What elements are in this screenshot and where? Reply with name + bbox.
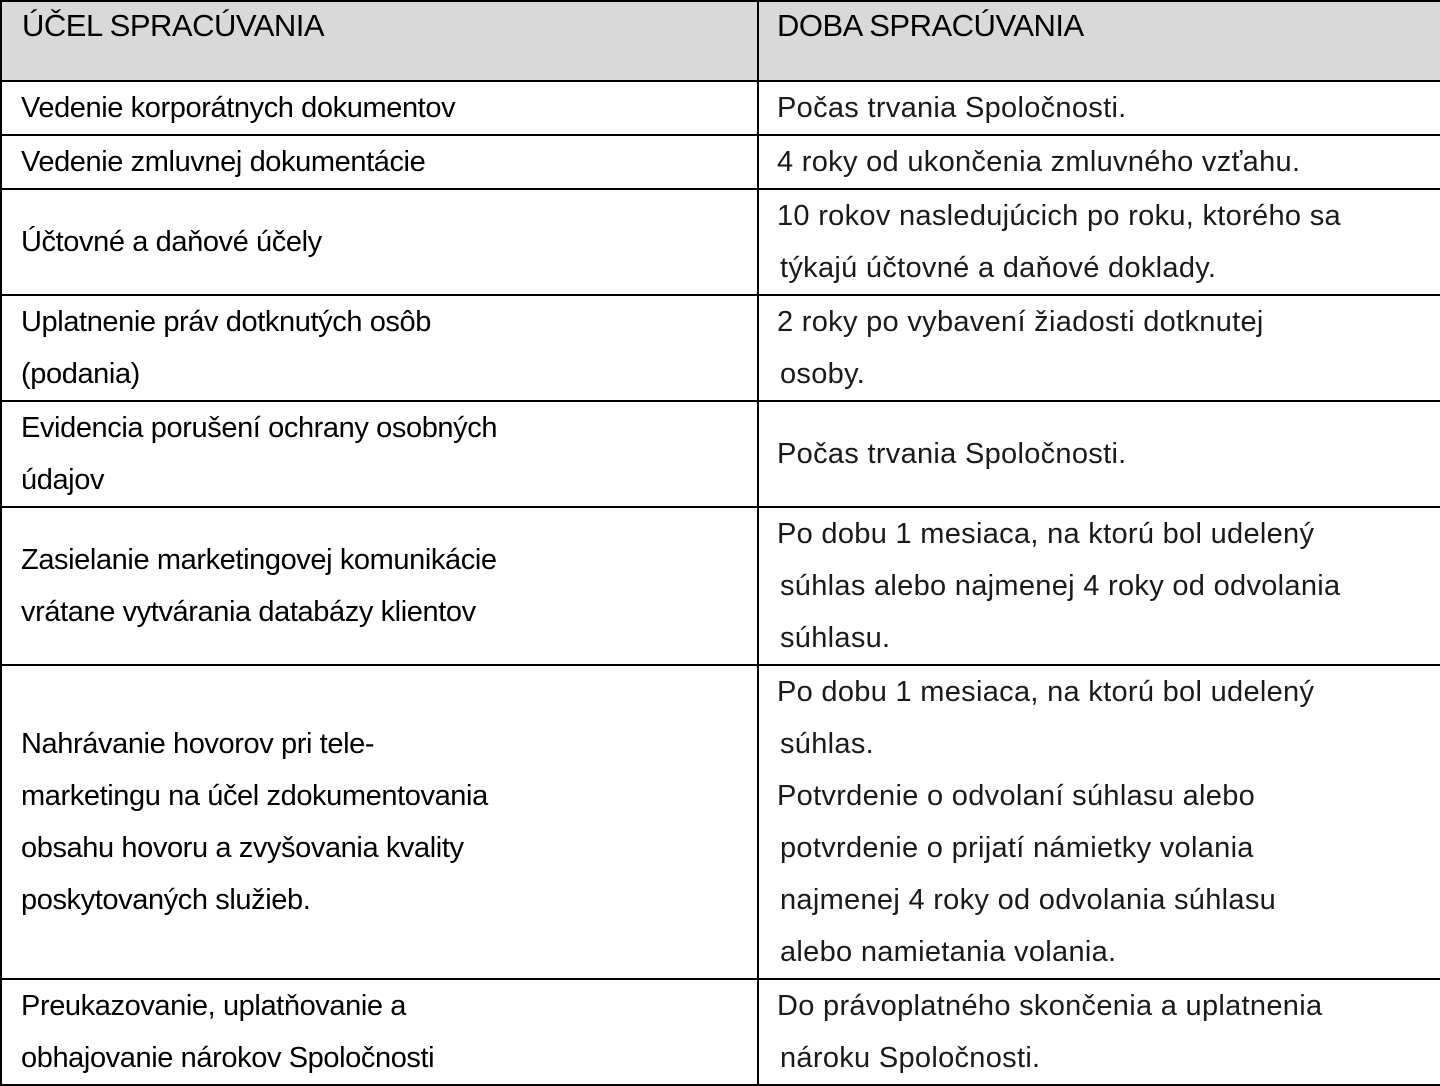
header-duration: DOBA SPRACÚVANIA (758, 1, 1440, 81)
purpose-cell (1, 135, 758, 189)
duration-line: súhlas alebo najmenej 4 roky od odvolania (780, 570, 1341, 602)
purpose-line: Uplatnenie práv dotknutých osôb (21, 306, 431, 338)
duration-cell (758, 189, 1440, 295)
purpose-cell (1, 507, 758, 665)
duration-line: súhlasu. (780, 622, 891, 654)
table-row (1, 507, 1440, 665)
purpose-cell (1, 189, 758, 295)
table-row (1, 135, 1440, 189)
duration-line: osoby. (780, 358, 866, 390)
purpose-cell (1, 81, 758, 135)
purpose-cell (1, 665, 758, 979)
duration-line: najmenej 4 roky od odvolania súhlasu (780, 884, 1277, 916)
purpose-line: marketingu na účel zdokumentovania (21, 780, 488, 812)
table-row (1, 401, 1440, 507)
header-purpose: ÚČEL SPRACÚVANIA (1, 1, 758, 81)
purpose-line: Zasielanie marketingovej komunikácie (21, 544, 497, 576)
purpose-line: obhajovanie nárokov Spoločnosti (21, 1042, 435, 1074)
purpose-line: Účtovné a daňové účely (21, 226, 322, 258)
purpose-line: údajov (21, 464, 105, 496)
purpose-line: obsahu hovoru a zvyšovania kvality (21, 832, 464, 864)
table-row (1, 979, 1440, 1085)
purpose-line: poskytovaných služieb. (21, 884, 311, 916)
duration-line: Potvrdenie o odvolaní súhlasu alebo (777, 780, 1256, 812)
duration-cell (758, 295, 1440, 401)
duration-line: Počas trvania Spoločnosti. (777, 438, 1127, 470)
duration-line: nároku Spoločnosti. (780, 1042, 1041, 1074)
table-row (1, 81, 1440, 135)
duration-line: týkajú účtovné a daňové doklady. (780, 252, 1217, 284)
purpose-line: Evidencia porušení ochrany osobných (21, 412, 498, 444)
purpose-cell (1, 295, 758, 401)
duration-line: Po dobu 1 mesiaca, na ktorú bol udelený (777, 518, 1315, 550)
duration-line: Počas trvania Spoločnosti. (777, 92, 1127, 124)
duration-cell (758, 135, 1440, 189)
purpose-cell (1, 401, 758, 507)
duration-line: súhlas. (780, 728, 874, 760)
purpose-line: (podania) (21, 358, 140, 390)
purpose-line: Vedenie korporátnych dokumentov (21, 92, 456, 124)
duration-cell (758, 401, 1440, 507)
purpose-line: Vedenie zmluvnej dokumentácie (21, 146, 426, 178)
table-row (1, 189, 1440, 295)
table-header-row (1, 1, 1440, 81)
table-row (1, 295, 1440, 401)
duration-cell (758, 81, 1440, 135)
purpose-line: vrátane vytvárania databázy klientov (21, 596, 476, 628)
duration-line: 2 roky po vybavení žiadosti dotknutej (777, 306, 1264, 338)
duration-line: 10 rokov nasledujúcich po roku, ktorého sa (777, 200, 1341, 232)
duration-line: Do právoplatného skončenia a uplatnenia (777, 990, 1323, 1022)
purpose-line: Preukazovanie, uplatňovanie a (21, 990, 407, 1022)
duration-cell (758, 507, 1440, 665)
duration-line: potvrdenie o prijatí námietky volania (780, 832, 1254, 864)
duration-line: alebo namietania volania. (780, 936, 1117, 968)
duration-cell (758, 979, 1440, 1085)
duration-cell (758, 665, 1440, 979)
duration-line: Po dobu 1 mesiaca, na ktorú bol udelený (777, 676, 1315, 708)
duration-line: 4 roky od ukončenia zmluvného vzťahu. (777, 146, 1301, 178)
purpose-line: Nahrávanie hovorov pri tele- (21, 728, 375, 760)
table-row (1, 665, 1440, 979)
purpose-cell (1, 979, 758, 1085)
